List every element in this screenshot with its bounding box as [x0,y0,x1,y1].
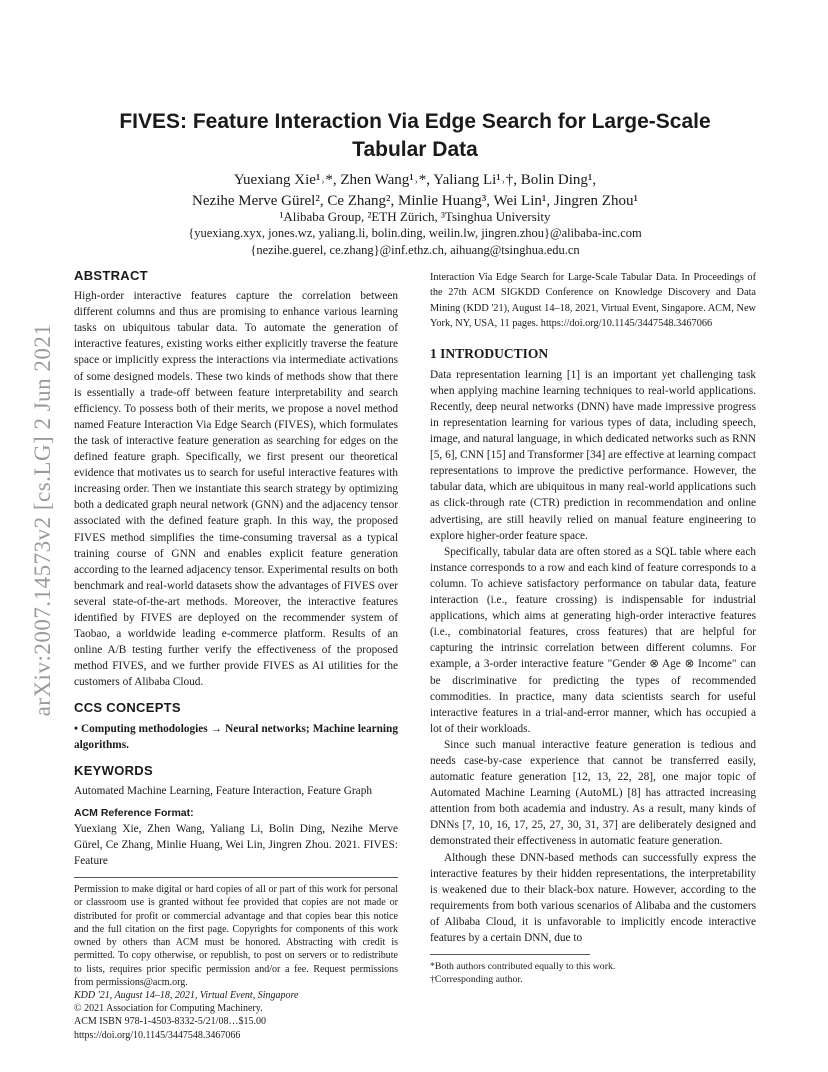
emails [80,225,750,259]
acm-reference-continued: Interaction Via Edge Search for Large-Scale Tabular Data. In Proceedings of the 27th ACM SIGKDD Conference on Knowledge Discovery and Data Mining (KDD '21), August 14–18, 2021, Virtual Event, Singapore. ACM, New York, NY, USA, 11 pages. https://doi.org/10.1145/3447548.3467066 [430,272,756,330]
permission-text: Permission to make digital or hard copies of all or part of this work for personal or classroom use is granted without fee provided that copies are not made or distributed for profit or commercial advantage and that copies bear this notice and the full citation on the first page. Copyrights for components of this work owned by others than ACM must be honored. Abstracting with credit is permitted. To copy otherwise, or republish, to post on servers or to redistribute to lists, requires prior specific permission and/or a fee. Request permissions from permissions@acm.org. [74,884,398,988]
doi-line: https://doi.org/10.1145/3447548.3467066 [74,1029,241,1041]
affiliations: ¹Alibaba Group, ²ETH Zürich, ³Tsinghua University [279,209,551,224]
ccs-text: • Computing methodologies → Neural networks; Machine learning algorithms. [74,722,398,751]
arxiv-identifier: arXiv:2007.14573v2 [cs.LG] 2 Jun 2021 [30,323,55,717]
intro-paragraph-4: Although these DNN-based methods can successfully express the interactive features by their hidden representations, the interpretability is weakened due to their black-box nature. However, according to the requirements from both various scenarios of Alibaba and the customers of Alibaba Cloud, it is unfavorable to implicitly encode interactive features by a certain DNN, due to [430,851,756,944]
emails-line-1: {yuexiang.xyx, jones.wz, yaliang.li, bolin.ding, weilin.lw, jingren.zhou}@alibaba-inc.com [188,226,642,240]
emails-line-2: {nezihe.guerel, ce.zhang}@inf.ethz.ch, aihuang@tsinghua.edu.cn [250,243,580,257]
conference-line: KDD '21, August 14–18, 2021, Virtual Event, Singapore [74,989,299,1001]
keywords-text: Automated Machine Learning, Feature Interaction, Feature Graph [74,784,372,797]
intro-paragraph-2: Specifically, tabular data are often stored as a SQL table where each instance corresponds to a row and each kind of feature corresponds to a column. To achieve satisfactory performance on tabular data, feature interaction (i.e., feature crossing) is indispensable for industrial applications, which aims at generating high-order interactive features (i.e., combinatorial features, cross features) that are helpful for capturing the intrinsic correlation between different columns. For example, a 3-order interactive feature "Gender ⊗ Age ⊗ Income" can be discriminative for predicting the types of recommended commodities. In practice, many data scientists search for useful interactive features in a trial-and-error manner, which has occupied a lot of their workloads. [430,545,756,735]
ccs-heading: CCS CONCEPTS [74,700,181,716]
title-line-1: FIVES: Feature Interaction Via Edge Search for Large-Scale [119,110,711,133]
author-list [80,170,750,212]
title-line-2: Tabular Data [352,138,478,161]
authors-line-2: Nezihe Merve Gürel², Ce Zhang², Minlie Huang³, Wei Lin¹, Jingren Zhou¹ [192,193,638,209]
copyright-line: © 2021 Association for Computing Machinery. [74,1003,263,1015]
introduction-heading: 1 INTRODUCTION [430,345,549,361]
footnote-corresponding-author: †Corresponding author. [430,973,523,985]
paper-title [80,108,750,164]
left-column [74,268,398,1042]
authors-line-1: Yuexiang Xie¹˒*, Zhen Wang¹˒*, Yaliang Li¹˒†, Bolin Ding¹, [233,172,597,188]
intro-paragraph-3: Since such manual interactive feature generation is tedious and needs case-by-case experience that cannot be transferred easily, automatic feature generation [12, 13, 22, 28], one major topic of Automated Machine Learning (AutoML) [8] has attracted increasing attention from both academia and industry. As a result, many kinds of DNNs [7, 10, 16, 17, 25, 27, 30, 31, 37] are deliberately designed and demonstrated their effectiveness in automatic feature generation. [430,738,756,848]
keywords-heading: KEYWORDS [74,762,153,778]
intro-paragraph-1: Data representation learning [1] is an important yet challenging task when applying machine learning techniques to real-world applications. Recently, deep neural networks (DNN) have made impressive progress in representation learning for various types of data, including speech, image, and natural language, in which dedicated networks such as RNN [5, 6], CNN [15] and Transformer [34] are effective at learning compact representations to improve the predictive performance. However, the tabular data, which are ubiquitous in many real-world applications such as click-through rate (CTR) prediction in recommendation and online advertising, are still heavily relied on manual feature engineering to explore higher-order feature space. [430,368,756,542]
abstract-heading: ABSTRACT [74,268,148,283]
isbn-line: ACM ISBN 978-1-4503-8332-5/21/08…$15.00 [74,1016,266,1028]
arxiv-sidebar [18,270,68,770]
acm-reference-heading: ACM Reference Format: [74,806,194,819]
acm-reference-text: Yuexiang Xie, Zhen Wang, Yaliang Li, Bolin Ding, Nezihe Merve Gürel, Ce Zhang, Minlie Huang, Wei Lin, Jingren Zhou. 2021. FIVES: Feature [74,823,398,868]
abstract-text: High-order interactive features capture the correlation between different columns and thus are promising to enhance various learning tasks on ubiquitous tabular data. To automate the generation of interactive features, existing works either explicitly traverse the feature space or implicitly express the interactions via intermediate activations of some designed models. These two kinds of methods show that there is essentially a trade-off between feature interpretability and search efficiency. To possess both of their merits, we propose a novel method named Feature Interaction Via Edge Search (FIVES), which formulates the task of interactive feature generation as searching for edges on the defined feature graph. Specifically, we first present our theoretical evidence that motivates us to search for useful interactive features with increasing order. Then we instantiate this search strategy by optimizing both a dedicated graph neural network (GNN) and the adjacency tensor associated with the defined feature graph. In this way, the proposed FIVES method simplifies the time-consuming traversal as a typical training course of GNN and enables explicit feature generation according to the learned adjacency tensor. Experimental results on both benchmark and real-world datasets show the advantages of FIVES over several state-of-the-art methods. Moreover, the interactive features identified by FIVES are deployed on the recommender system of Taobao, a worldwide leading e-commerce platform. Results of an online A/B testing further verify the effectiveness of the proposed method FIVES, and we further provide FIVES as AI utilities for the customers of Alibaba Cloud. [74,290,398,689]
footnote-equal-contribution: *Both authors contributed equally to this work. [430,961,616,973]
right-column [430,270,756,986]
footnote-rule [430,954,590,955]
